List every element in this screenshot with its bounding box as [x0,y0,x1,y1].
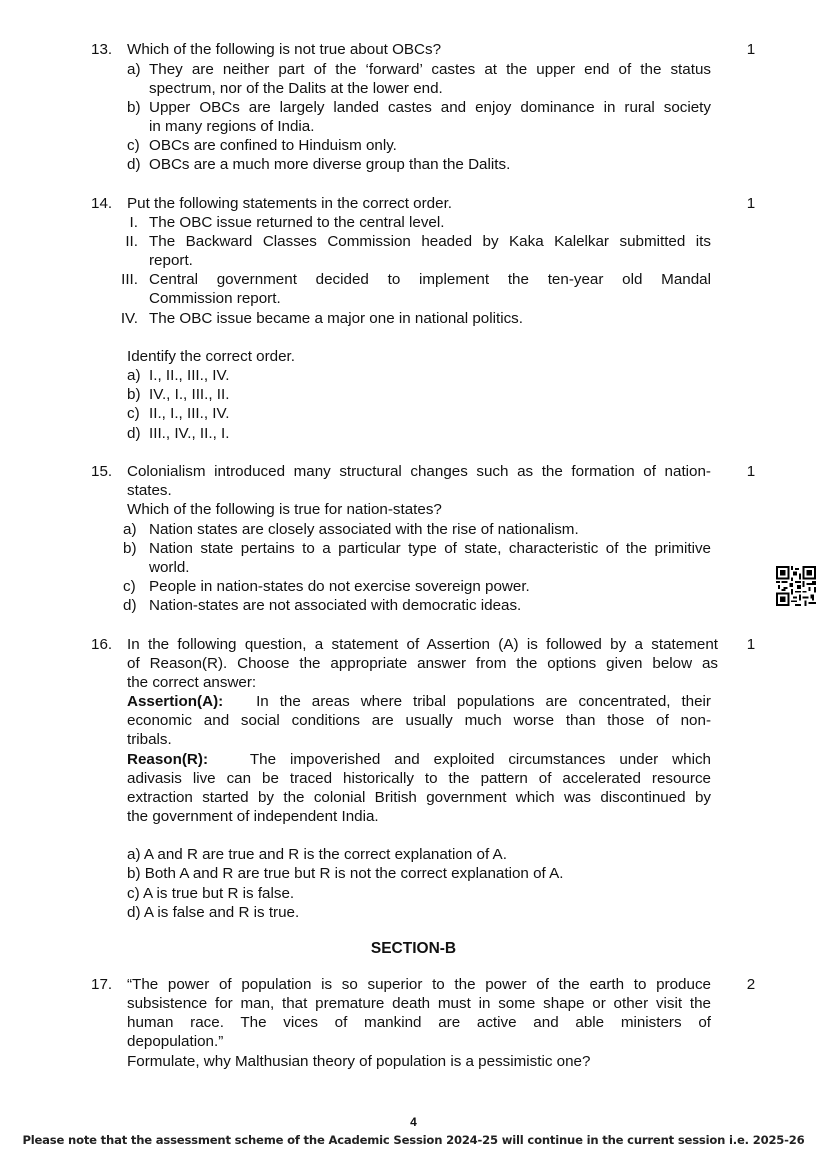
marks: 1 [746,463,756,480]
option-text: world. [149,559,190,576]
statement-text: report. [149,252,193,269]
marks: 1 [746,195,756,212]
reason-text: adivasis live can be traced historically to the pattern of accelerated resource [127,770,711,787]
reason-label: Reason(R): [127,751,209,768]
reason-text: extraction started by the colonial British government which was discontinued by [127,789,711,806]
question-stem: Colonialism introduced many structural changes such as the formation of nation- [127,463,711,480]
question-prompt: Identify the correct order. [127,348,295,365]
question-stem: of Reason(R). Choose the appropriate answer from the options given below as [127,655,718,672]
option-label: b) [127,99,141,116]
question-stem: Formulate, why Malthusian theory of population is a pessimistic one? [127,1053,591,1070]
section-heading: SECTION-B [370,940,457,957]
option-label: c) [127,137,140,154]
reason-line: Reason(R): The impoverished and exploited circumstances under which [127,751,711,768]
option-label: c) [123,578,136,595]
marks: 2 [746,976,756,993]
page-number: 4 [410,1115,417,1129]
option-text: II., I., III., IV. [149,405,230,422]
option-text: b) Both A and R are true but R is not the correct explanation of A. [127,865,564,882]
option-text: Upper OBCs are largely landed castes and enjoy dominance in rural society [149,99,711,116]
option-label: d) [123,597,137,614]
option-label: b) [127,386,141,403]
option-label: c) [127,405,140,422]
option-label: b) [123,540,137,557]
question-stem: In the following question, a statement of Assertion (A) is followed by a statement [127,636,718,653]
statement-text: Commission report. [149,290,281,307]
statement-label: IV. [120,310,138,327]
option-text: IV., I., III., II. [149,386,230,403]
option-text: spectrum, nor of the Dalits at the lower end. [149,80,443,97]
option-label: d) [127,425,141,442]
option-text: OBCs are a much more diverse group than the Dalits. [149,156,511,173]
option-label: d) [127,156,141,173]
option-label: a) [127,61,141,78]
option-text: People in nation-states do not exercise sovereign power. [149,578,530,595]
option-text: Nation states are closely associated with the rise of nationalism. [149,521,579,538]
assertion-label: Assertion(A): [127,693,224,710]
reason-text: the government of independent India. [127,808,379,825]
statement-text: Central government decided to implement the ten-year old Mandal [149,271,711,288]
option-label: a) [127,367,141,384]
statement-text: The OBC issue became a major one in national politics. [149,310,523,327]
statement-label: I. [129,214,138,231]
option-text: a) A and R are true and R is the correct explanation of A. [127,846,507,863]
statement-label: III. [121,271,138,288]
quote-text: human race. The vices of mankind are active and able ministers of [127,1014,711,1031]
question-stem: Put the following statements in the correct order. [127,195,453,212]
option-text: d) A is false and R is true. [127,904,300,921]
marks: 1 [746,41,756,58]
question-stem: Which of the following is not true about OBCs? [127,41,442,58]
question-stem: the correct answer: [127,674,257,691]
option-text: Nation state pertains to a particular type of state, characteristic of the primitive [149,540,711,557]
statement-label: II. [125,233,138,250]
quote-text: subsistence for man, that premature death must in some shape or other visit the [127,995,711,1012]
qr-code [776,566,816,606]
quote-text: depopulation.” [127,1033,224,1050]
question-number: 13. [91,41,113,58]
footer-note: Please note that the assessment scheme of the Academic Session 2024-25 will continue in the current session i.e. 2025-26 [22,1133,805,1147]
question-substem: Which of the following is true for nation-states? [127,501,442,518]
option-text: OBCs are confined to Hinduism only. [149,137,397,154]
statement-text: The OBC issue returned to the central level. [149,214,445,231]
option-text: in many regions of India. [149,118,315,135]
assertion-text: tribals. [127,731,172,748]
option-text: I., II., III., IV. [149,367,230,384]
assertion-text: economic and social conditions are usually much worse than those of non- [127,712,711,729]
option-text: III., IV., II., I. [149,425,230,442]
option-text: They are neither part of the ‘forward’ castes at the upper end of the status [149,61,711,78]
question-number: 16. [91,636,113,653]
option-text: Nation-states are not associated with democratic ideas. [149,597,522,614]
question-number: 14. [91,195,113,212]
option-label: a) [123,521,137,538]
option-text: c) A is true but R is false. [127,885,295,902]
assertion-line: Assertion(A): In the areas where tribal populations are concentrated, their [127,693,711,710]
question-number: 15. [91,463,113,480]
quote-text: “The power of population is so superior to the power of the earth to produce [127,976,711,993]
question-number: 17. [91,976,113,993]
statement-text: The Backward Classes Commission headed by Kaka Kalelkar submitted its [149,233,711,250]
question-stem: states. [127,482,172,499]
marks: 1 [746,636,756,653]
